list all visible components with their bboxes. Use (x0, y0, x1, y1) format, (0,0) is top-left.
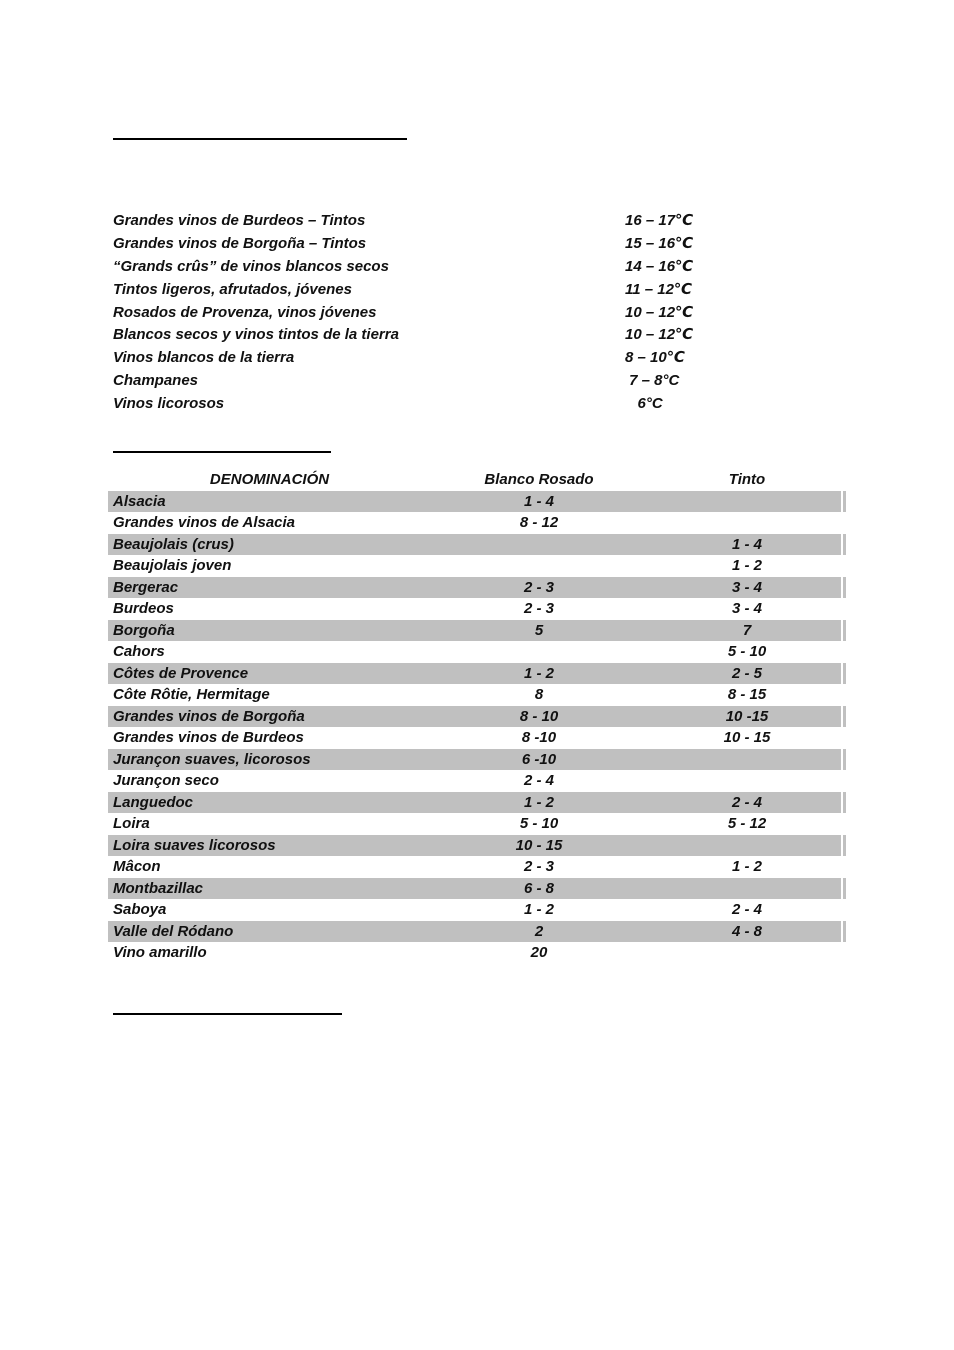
temperature-value: 16 – 17℃ (625, 212, 694, 229)
table-row (108, 813, 846, 835)
temperature-value: 14 – 16℃ (625, 257, 694, 275)
cell-tinto: 1 - 2 (731, 858, 762, 875)
table-row (108, 727, 846, 749)
cell-denominacion: Cahors (113, 643, 165, 660)
table-row (108, 835, 846, 857)
cell-blanco-rosado: 6 -10 (521, 750, 557, 768)
temperature-row (113, 370, 733, 393)
table-row (108, 942, 846, 964)
wine-type-label: Blancos secos y vinos tintos de la tierra (113, 326, 399, 344)
cell-blanco-rosado: 5 - 10 (519, 815, 559, 832)
table-row (108, 620, 846, 642)
wine-type-label: Champanes (113, 372, 199, 390)
cell-denominacion: Loira suaves licorosos (113, 836, 276, 854)
table-row (108, 878, 846, 900)
aging-table (108, 469, 846, 964)
temperature-row (113, 233, 733, 256)
temperature-row (113, 210, 733, 233)
cell-blanco-rosado: 1 - 2 (523, 793, 554, 811)
cell-denominacion: Vino amarillo (113, 944, 207, 961)
cell-denominacion: Côte Rôtie, Hermitage (113, 686, 270, 703)
cell-blanco-rosado: 8 -10 (521, 729, 557, 746)
cell-denominacion: Alsacia (113, 492, 166, 510)
cell-denominacion: Valle del Ródano (113, 922, 234, 940)
table-row (108, 792, 846, 814)
cell-blanco-rosado: 2 (534, 922, 544, 940)
cell-blanco-rosado: 6 - 8 (523, 879, 554, 897)
cell-tinto: 2 - 5 (731, 664, 762, 682)
table-row (108, 899, 846, 921)
table-row (108, 598, 846, 620)
table-row (108, 684, 846, 706)
temperature-value: 7 – 8°C (625, 372, 680, 390)
cell-tinto: 5 - 10 (727, 643, 767, 660)
temperature-value: 8 – 10℃ (625, 349, 685, 367)
cell-tinto: 1 - 2 (731, 557, 762, 574)
temperature-row (113, 347, 733, 370)
cell-denominacion: Grandes vinos de Borgoña (113, 707, 305, 725)
table-row (108, 770, 846, 792)
cell-blanco-rosado: 2 - 3 (523, 578, 554, 596)
cell-blanco-rosado: 20 (530, 944, 548, 961)
temperature-row (113, 302, 733, 325)
wine-type-label: Vinos blancos de la tierra (113, 349, 295, 367)
temperature-row (113, 393, 733, 416)
temperature-value: 10 – 12℃ (625, 303, 694, 321)
cell-denominacion: Beaujolais (crus) (113, 535, 234, 553)
header-tinto: Tinto (728, 471, 766, 488)
table-row (108, 749, 846, 771)
cell-denominacion: Borgoña (113, 621, 175, 639)
table-row (108, 921, 846, 943)
wine-type-label: Rosados de Provenza, vinos jóvenes (113, 303, 377, 321)
header-blanco-rosado: Blanco Rosado (484, 471, 594, 488)
cell-denominacion: Languedoc (113, 793, 194, 811)
section-divider-1 (113, 138, 407, 140)
temperature-list (113, 210, 733, 416)
cell-blanco-rosado: 8 - 10 (519, 707, 559, 725)
table-row (108, 512, 846, 534)
cell-tinto: 2 - 4 (731, 793, 762, 811)
cell-denominacion: Mâcon (113, 858, 161, 875)
temperature-row (113, 256, 733, 279)
wine-type-label: Vinos licorosos (113, 395, 225, 413)
header-denominacion: DENOMINACIÓN (209, 471, 330, 488)
cell-denominacion: Burdeos (113, 600, 174, 617)
cell-tinto: 4 - 8 (731, 922, 762, 940)
temperature-row (113, 279, 733, 302)
temperature-value: 15 – 16℃ (625, 234, 694, 252)
cell-tinto: 7 (742, 621, 752, 639)
cell-tinto: 8 - 15 (727, 686, 767, 703)
cell-blanco-rosado: 2 - 4 (523, 772, 554, 789)
cell-blanco-rosado: 5 (534, 621, 544, 639)
cell-denominacion: Loira (113, 815, 150, 832)
table-row (108, 663, 846, 685)
cell-denominacion: Beaujolais joven (113, 557, 232, 574)
cell-denominacion: Jurançon seco (113, 772, 219, 789)
cell-blanco-rosado: 10 - 15 (515, 836, 563, 854)
cell-denominacion: Saboya (113, 901, 167, 918)
table-row (108, 641, 846, 663)
cell-denominacion: Jurançon suaves, licorosos (113, 750, 311, 768)
cell-denominacion: Grandes vinos de Burdeos (113, 729, 304, 746)
cell-tinto: 10 - 15 (723, 729, 771, 746)
table-row (108, 577, 846, 599)
cell-blanco-rosado: 2 - 3 (523, 600, 554, 617)
temperature-value: 6°C (625, 395, 663, 413)
cell-blanco-rosado: 1 - 2 (523, 664, 554, 682)
wine-type-label: Grandes vinos de Burdeos – Tintos (113, 212, 366, 229)
table-header (108, 469, 846, 491)
section-divider-2 (113, 451, 331, 453)
section-divider-3 (113, 1013, 342, 1015)
table-row (108, 555, 846, 577)
cell-denominacion: Montbazillac (113, 879, 204, 897)
cell-blanco-rosado: 2 - 3 (523, 858, 554, 875)
temperature-value: 10 – 12℃ (625, 326, 694, 344)
table-row (108, 534, 846, 556)
table-row (108, 706, 846, 728)
cell-tinto: 3 - 4 (731, 578, 762, 596)
cell-tinto: 3 - 4 (731, 600, 762, 617)
cell-blanco-rosado: 8 (534, 686, 544, 703)
cell-denominacion: Bergerac (113, 578, 179, 596)
wine-type-label: Grandes vinos de Borgoña – Tintos (113, 234, 367, 252)
cell-tinto: 5 - 12 (727, 815, 767, 832)
table-row (108, 491, 846, 513)
wine-type-label: Tintos ligeros, afrutados, jóvenes (113, 280, 352, 298)
table-row (108, 856, 846, 878)
temperature-value: 11 – 12℃ (625, 280, 693, 298)
cell-blanco-rosado: 8 - 12 (519, 514, 559, 531)
cell-tinto: 10 -15 (725, 707, 769, 725)
cell-denominacion: Côtes de Provence (113, 664, 249, 682)
temperature-row (113, 324, 733, 347)
cell-blanco-rosado: 1 - 2 (523, 901, 554, 918)
cell-blanco-rosado: 1 - 4 (523, 492, 554, 510)
cell-tinto: 1 - 4 (731, 535, 762, 553)
cell-tinto: 2 - 4 (731, 901, 762, 918)
cell-denominacion: Grandes vinos de Alsacia (113, 514, 296, 531)
wine-type-label: “Grands crûs” de vinos blancos secos (113, 257, 389, 275)
